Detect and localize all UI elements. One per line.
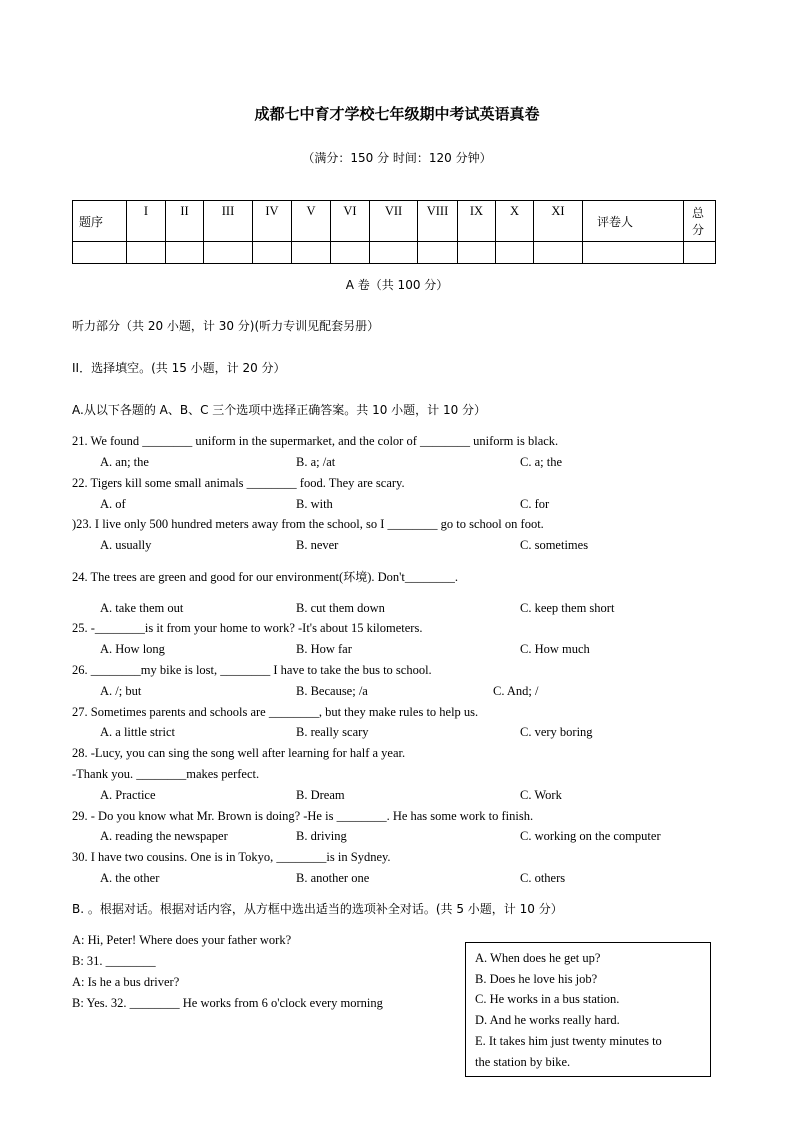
score-cell[interactable] xyxy=(166,242,204,264)
dialogue-line-2: B: 31. ________ xyxy=(72,954,156,968)
score-cell[interactable] xyxy=(418,242,458,264)
section-part-a: A.从以下各题的 A、B、C 三个选项中选择正确答案。共 10 小题，计 10 分） xyxy=(72,403,487,417)
q30-option-a[interactable]: A. the other xyxy=(100,871,160,885)
question-29-stem: 29. - Do you know what Mr. Brown is doing? -He is ________. He has some work to finish. xyxy=(72,809,534,823)
q29-option-a[interactable]: A. reading the newspaper xyxy=(100,829,228,843)
score-cell[interactable] xyxy=(534,242,583,264)
question-27-stem: 27. Sometimes parents and schools are ________, but they make rules to help us. xyxy=(72,705,479,719)
q22-option-a[interactable]: A. of xyxy=(100,497,126,511)
score-cell[interactable] xyxy=(292,242,331,264)
score-cell[interactable] xyxy=(331,242,370,264)
score-cell[interactable] xyxy=(253,242,292,264)
q25-option-b[interactable]: B. How far xyxy=(296,642,352,656)
score-cell[interactable] xyxy=(73,242,127,264)
q27-option-a[interactable]: A. a little strict xyxy=(100,725,175,739)
question-23-stem: )23. I live only 500 hundred meters away from the school, so I ________ go to school on foot. xyxy=(72,517,544,531)
q24-option-b[interactable]: B. cut them down xyxy=(296,601,385,615)
q22-option-b[interactable]: B. with xyxy=(296,497,333,511)
option-e[interactable]: E. It takes him just twenty minutes to xyxy=(475,1034,662,1048)
q21-option-c[interactable]: C. a; the xyxy=(520,455,563,469)
q21-option-b[interactable]: B. a; /at xyxy=(296,455,336,469)
question-22-stem: 22. Tigers kill some small animals ________ food. They are scary. xyxy=(72,476,405,490)
q26-option-b[interactable]: B. Because; /a xyxy=(296,684,368,698)
option-d[interactable]: D. And he works really hard. xyxy=(475,1013,620,1027)
q26-option-c[interactable]: C. And; / xyxy=(493,684,539,698)
exam-info: （满分：150 分 时间：120 分钟） xyxy=(302,151,492,165)
col-3: III xyxy=(204,201,253,242)
q30-option-c[interactable]: C. others xyxy=(520,871,566,885)
question-24-stem: 24. The trees are green and good for our environment(环境). Don't________. xyxy=(72,570,459,584)
score-cell[interactable] xyxy=(204,242,253,264)
section-listening: 听力部分（共 20 小题，计 30 分)(听力专训见配套另册） xyxy=(72,319,380,333)
q28-option-a[interactable]: A. Practice xyxy=(100,788,156,802)
score-table-header-row xyxy=(73,201,716,242)
col-8: VIII xyxy=(418,201,458,242)
option-c[interactable]: C. He works in a bus station. xyxy=(475,992,620,1006)
q27-option-b[interactable]: B. really scary xyxy=(296,725,369,739)
option-a[interactable]: A. When does he get up? xyxy=(475,951,601,965)
options-box xyxy=(465,942,711,1077)
question-28-stem: 28. -Lucy, you can sing the song well after learning for half a year. xyxy=(72,746,406,760)
q24-option-c[interactable]: C. keep them short xyxy=(520,601,615,615)
section-part-b: B. 。根据对话。根据对话内容，从方框中选出适当的选项补全对话。(共 5 小题，计 10 分） xyxy=(72,902,563,916)
q28-option-b[interactable]: B. Dream xyxy=(296,788,345,802)
question-21-stem: 21. We found ________ uniform in the supermarket, and the color of ________ uniform is black. xyxy=(72,434,559,448)
question-25-stem: 25. -________is it from your home to work? -It's about 15 kilometers. xyxy=(72,621,423,635)
col-2: II xyxy=(166,201,204,242)
q29-option-c[interactable]: C. working on the computer xyxy=(520,829,661,843)
col-9: IX xyxy=(458,201,496,242)
q23-option-b[interactable]: B. never xyxy=(296,538,339,552)
q29-option-b[interactable]: B. driving xyxy=(296,829,347,843)
col-10: X xyxy=(496,201,534,242)
col-total: 总分 xyxy=(684,201,716,242)
section-a-paper: A 卷（共 100 分） xyxy=(345,278,449,292)
score-table-entry-row xyxy=(73,242,716,264)
dialogue-line-4: B: Yes. 32. ________ He works from 6 o'clock every morning xyxy=(72,996,383,1010)
dialogue-line-1: A: Hi, Peter! Where does your father work? xyxy=(72,933,292,947)
option-b[interactable]: B. Does he love his job? xyxy=(475,972,598,986)
section-part2: II．选择填空。(共 15 小题，计 20 分） xyxy=(72,361,286,375)
col-6: VI xyxy=(331,201,370,242)
q22-option-c[interactable]: C. for xyxy=(520,497,550,511)
score-cell[interactable] xyxy=(458,242,496,264)
question-26-stem: 26. ________my bike is lost, ________ I have to take the bus to school. xyxy=(72,663,432,677)
q23-option-c[interactable]: C. sometimes xyxy=(520,538,589,552)
score-cell[interactable] xyxy=(496,242,534,264)
col-5: V xyxy=(292,201,331,242)
q25-option-c[interactable]: C. How much xyxy=(520,642,590,656)
score-cell[interactable] xyxy=(127,242,166,264)
question-30-stem: 30. I have two cousins. One is in Tokyo, ________is in Sydney. xyxy=(72,850,391,864)
q30-option-b[interactable]: B. another one xyxy=(296,871,370,885)
col-1: I xyxy=(127,201,166,242)
col-4: IV xyxy=(253,201,292,242)
q26-option-a[interactable]: A. /; but xyxy=(100,684,142,698)
q27-option-c[interactable]: C. very boring xyxy=(520,725,593,739)
q28-option-c[interactable]: C. Work xyxy=(520,788,562,802)
page-title: 成都七中育才学校七年级期中考试英语真卷 xyxy=(254,105,540,123)
question-28-reply: -Thank you. ________makes perfect. xyxy=(72,767,260,781)
option-e-continued: the station by bike. xyxy=(475,1055,571,1069)
col-order: 题序 xyxy=(73,201,127,242)
col-grader: 评卷人 xyxy=(583,201,684,242)
col-11: XI xyxy=(534,201,583,242)
q21-option-a[interactable]: A. an; the xyxy=(100,455,149,469)
q25-option-a[interactable]: A. How long xyxy=(100,642,165,656)
score-cell[interactable] xyxy=(684,242,716,264)
score-cell[interactable] xyxy=(370,242,418,264)
dialogue-line-3: A: Is he a bus driver? xyxy=(72,975,180,989)
q24-option-a[interactable]: A. take them out xyxy=(100,601,184,615)
score-table xyxy=(72,200,716,264)
q23-option-a[interactable]: A. usually xyxy=(100,538,152,552)
score-cell[interactable] xyxy=(583,242,684,264)
col-7: VII xyxy=(370,201,418,242)
